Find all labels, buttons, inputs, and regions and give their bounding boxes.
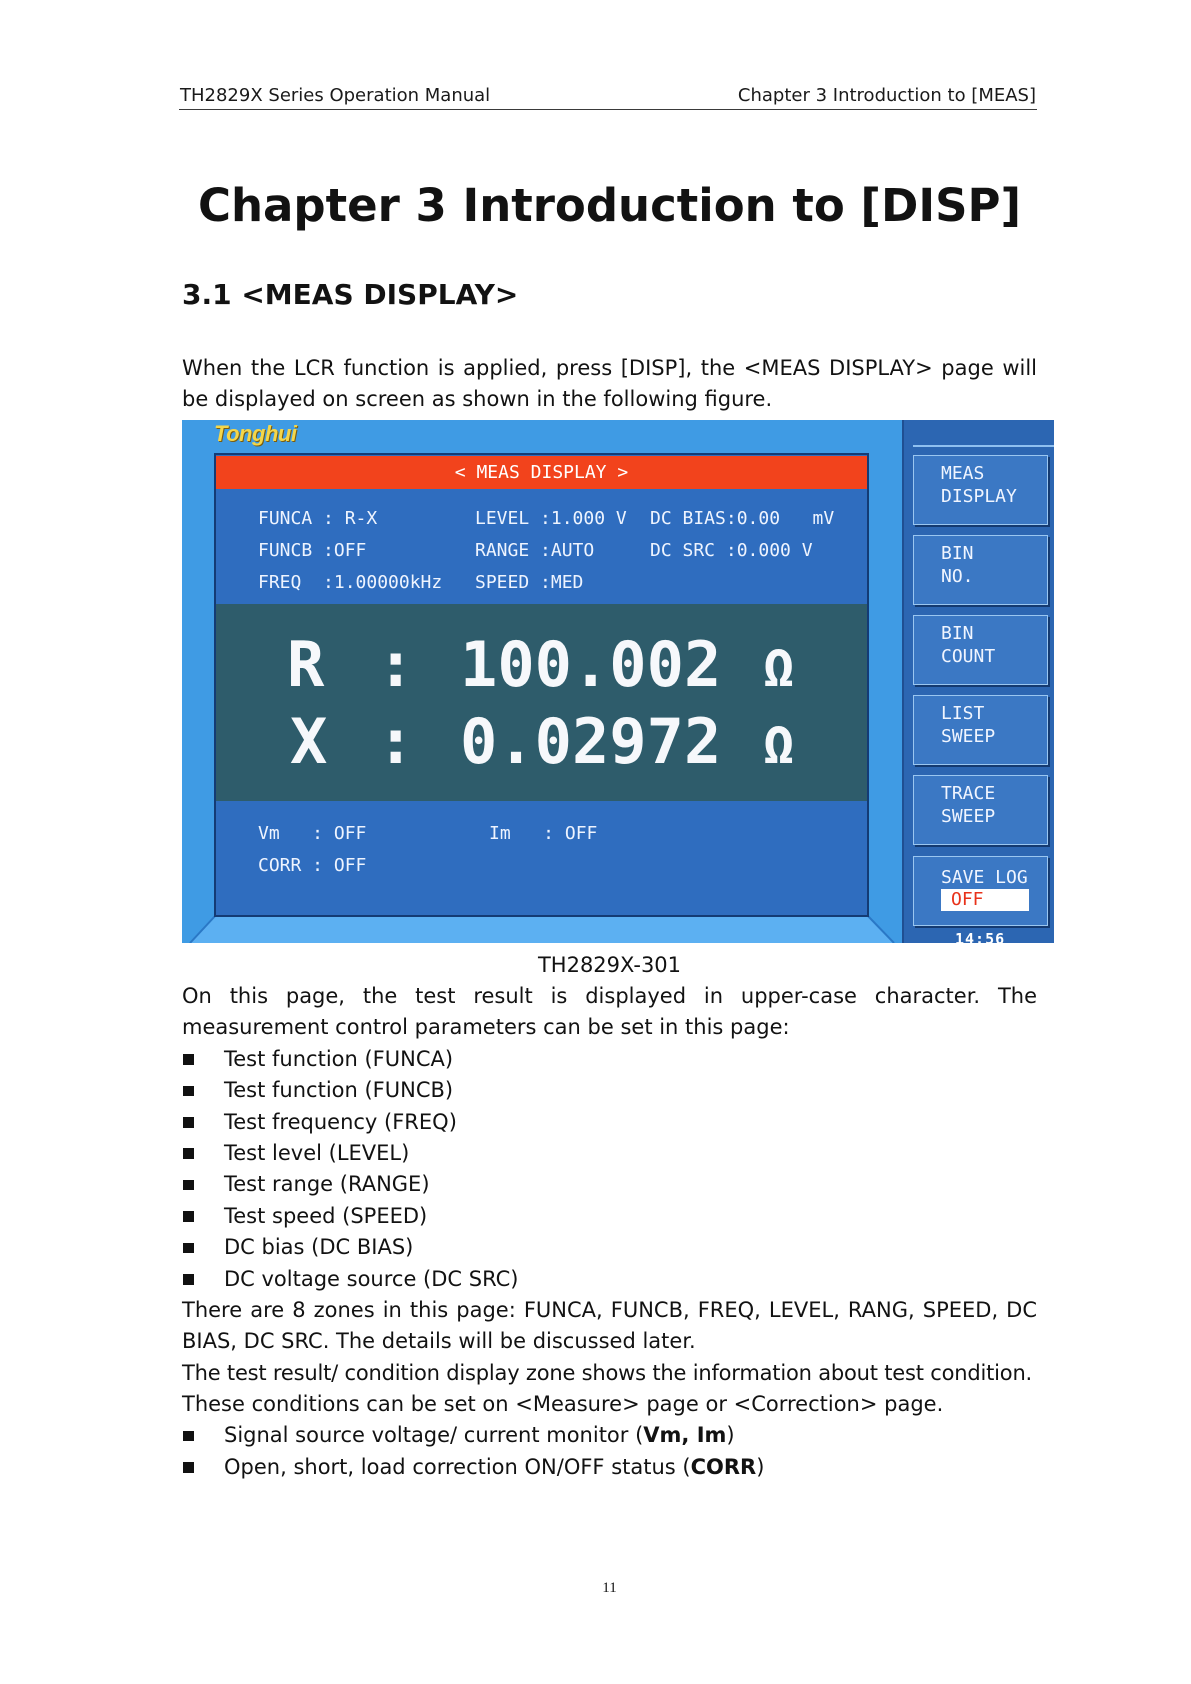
result-secondary-unit: Ω (763, 716, 795, 776)
softkey-list-sweep (913, 695, 1048, 765)
softkey-label: LIST (941, 703, 985, 724)
param-funca: FUNCA : R-X (258, 508, 378, 529)
display-panel (216, 455, 867, 915)
softkey-label: NO. (941, 566, 974, 587)
softkey-panel (902, 420, 1054, 943)
softkey-save-log (913, 856, 1048, 926)
header-rule (179, 109, 1037, 110)
clock-readout: 14:56 (955, 930, 1006, 943)
result-primary-value: 100.002 (460, 628, 722, 701)
body-text (182, 981, 1037, 1483)
status-area (216, 801, 867, 915)
softkey-label: SAVE LOG (941, 867, 1028, 888)
intro-line: be displayed on screen as shown in the following figure. (182, 386, 773, 411)
intro-paragraph (182, 353, 1037, 416)
list-item (182, 1169, 1037, 1200)
list-item (182, 1201, 1037, 1232)
parameter-area (216, 489, 867, 604)
list-item (182, 1420, 1037, 1451)
list-item-bold-term: Vm, Im (643, 1423, 727, 1448)
list-item-text: DC bias (DC BIAS) (224, 1235, 414, 1260)
param-funcb: FUNCB :OFF (258, 540, 367, 561)
list-item (182, 1107, 1037, 1138)
status-vm: Vm : OFF (258, 823, 367, 844)
param-range: RANGE :AUTO (475, 540, 595, 561)
list-item-text: Test function (FUNCB) (224, 1078, 454, 1103)
softkey-label: SWEEP (941, 726, 996, 747)
paragraph-line: The test result/ condition display zone shows the information about test condition. (182, 1360, 1033, 1385)
result-area (216, 604, 867, 801)
bullet-marker (183, 1148, 194, 1159)
softkey-meas-display (913, 455, 1048, 525)
bullet-marker (183, 1274, 194, 1285)
list-item-text: Test function (FUNCA) (224, 1046, 454, 1071)
list-item (182, 1138, 1037, 1169)
meas-display-screenshot (182, 420, 1054, 943)
softkey-label: COUNT (941, 646, 996, 667)
list-item-bold-term: CORR (690, 1454, 757, 1479)
running-header-right: Chapter 3 Introduction to [MEAS] (737, 85, 1036, 106)
softkey-label: BIN (941, 623, 974, 644)
bullet-marker (183, 1117, 194, 1128)
list-item-text: DC voltage source (DC SRC) (224, 1266, 519, 1291)
display-bezel-bottom (190, 915, 894, 943)
bullet-marker (183, 1054, 194, 1065)
bullet-marker (183, 1211, 194, 1222)
softkey-bin-no (913, 535, 1048, 605)
list-item-text: Test range (RANGE) (224, 1172, 430, 1197)
paragraph-line: There are 8 zones in this page: FUNCA, FUNCB, FREQ, LEVEL, RANG, SPEED, DC (182, 1297, 1037, 1322)
param-dc-src: DC SRC :0.000 V (650, 540, 813, 561)
softkey-label: BIN (941, 543, 974, 564)
list-item (182, 1075, 1037, 1106)
running-header-left: TH2829X Series Operation Manual (180, 85, 491, 106)
chapter-title: Chapter 3 Introduction to [DISP] (197, 179, 1022, 232)
status-corr: CORR : OFF (258, 855, 367, 876)
result-secondary-separator: : (377, 705, 415, 778)
bullet-marker (183, 1243, 194, 1254)
softkey-panel-rule (913, 445, 1054, 447)
result-primary-unit: Ω (763, 639, 795, 699)
softkey-bin-count (913, 615, 1048, 685)
section-title: 3.1 <MEAS DISPLAY> (182, 278, 519, 311)
result-primary-param: R (287, 628, 325, 701)
list-item-text: Test speed (SPEED) (224, 1203, 428, 1228)
bullet-marker (183, 1462, 194, 1473)
paragraph-line: On this page, the test result is displayed in upper-case character. The (182, 984, 1037, 1008)
softkey-trace-sweep (913, 775, 1048, 845)
list-item-text: Signal source voltage/ current monitor ( (224, 1423, 644, 1448)
page-number: 11 (602, 1580, 617, 1596)
figure-caption: TH2829X-301 (537, 952, 682, 977)
param-freq: FREQ :1.00000kHz (258, 572, 443, 593)
paragraph-line: measurement control parameters can be set in this page: (182, 1015, 790, 1040)
list-item (182, 1264, 1037, 1295)
save-log-state-box (941, 889, 1029, 911)
list-item-text: Test level (LEVEL) (224, 1140, 410, 1165)
bullet-marker (183, 1180, 194, 1191)
list-item (182, 1044, 1037, 1075)
list-item-text-end: ) (726, 1423, 735, 1448)
list-item (182, 1452, 1037, 1483)
intro-line: When the LCR function is applied, press [DISP], the <MEAS DISPLAY> page will (182, 355, 1037, 380)
softkey-label: SWEEP (941, 806, 996, 827)
list-item-text: Test frequency (FREQ) (224, 1109, 457, 1134)
brand-logo: Tonghui (214, 421, 297, 446)
save-log-state: OFF (951, 889, 984, 910)
bullet-marker (183, 1431, 194, 1442)
result-secondary-value: 0.02972 (460, 705, 722, 778)
paragraph-line: These conditions can be set on <Measure> page or <Correction> page. (182, 1392, 944, 1417)
param-speed: SPEED :MED (475, 572, 584, 593)
status-im: Im : OFF (489, 823, 598, 844)
result-primary-separator: : (377, 628, 415, 701)
param-level: LEVEL :1.000 V (475, 508, 627, 529)
result-secondary-param: X (290, 705, 328, 778)
param-dc-bias: DC BIAS:0.00 mV (650, 508, 835, 529)
softkey-label: TRACE (941, 783, 996, 804)
list-item-text-end: ) (756, 1454, 765, 1479)
paragraph-line: BIAS, DC SRC. The details will be discussed later. (182, 1329, 696, 1354)
bullet-marker (183, 1086, 194, 1097)
softkey-label: MEAS (941, 463, 985, 484)
list-item-text: Open, short, load correction ON/OFF status ( (224, 1454, 691, 1479)
list-item (182, 1232, 1037, 1263)
page-title-bar: < MEAS DISPLAY > (216, 456, 867, 489)
softkey-label: DISPLAY (941, 486, 1017, 507)
